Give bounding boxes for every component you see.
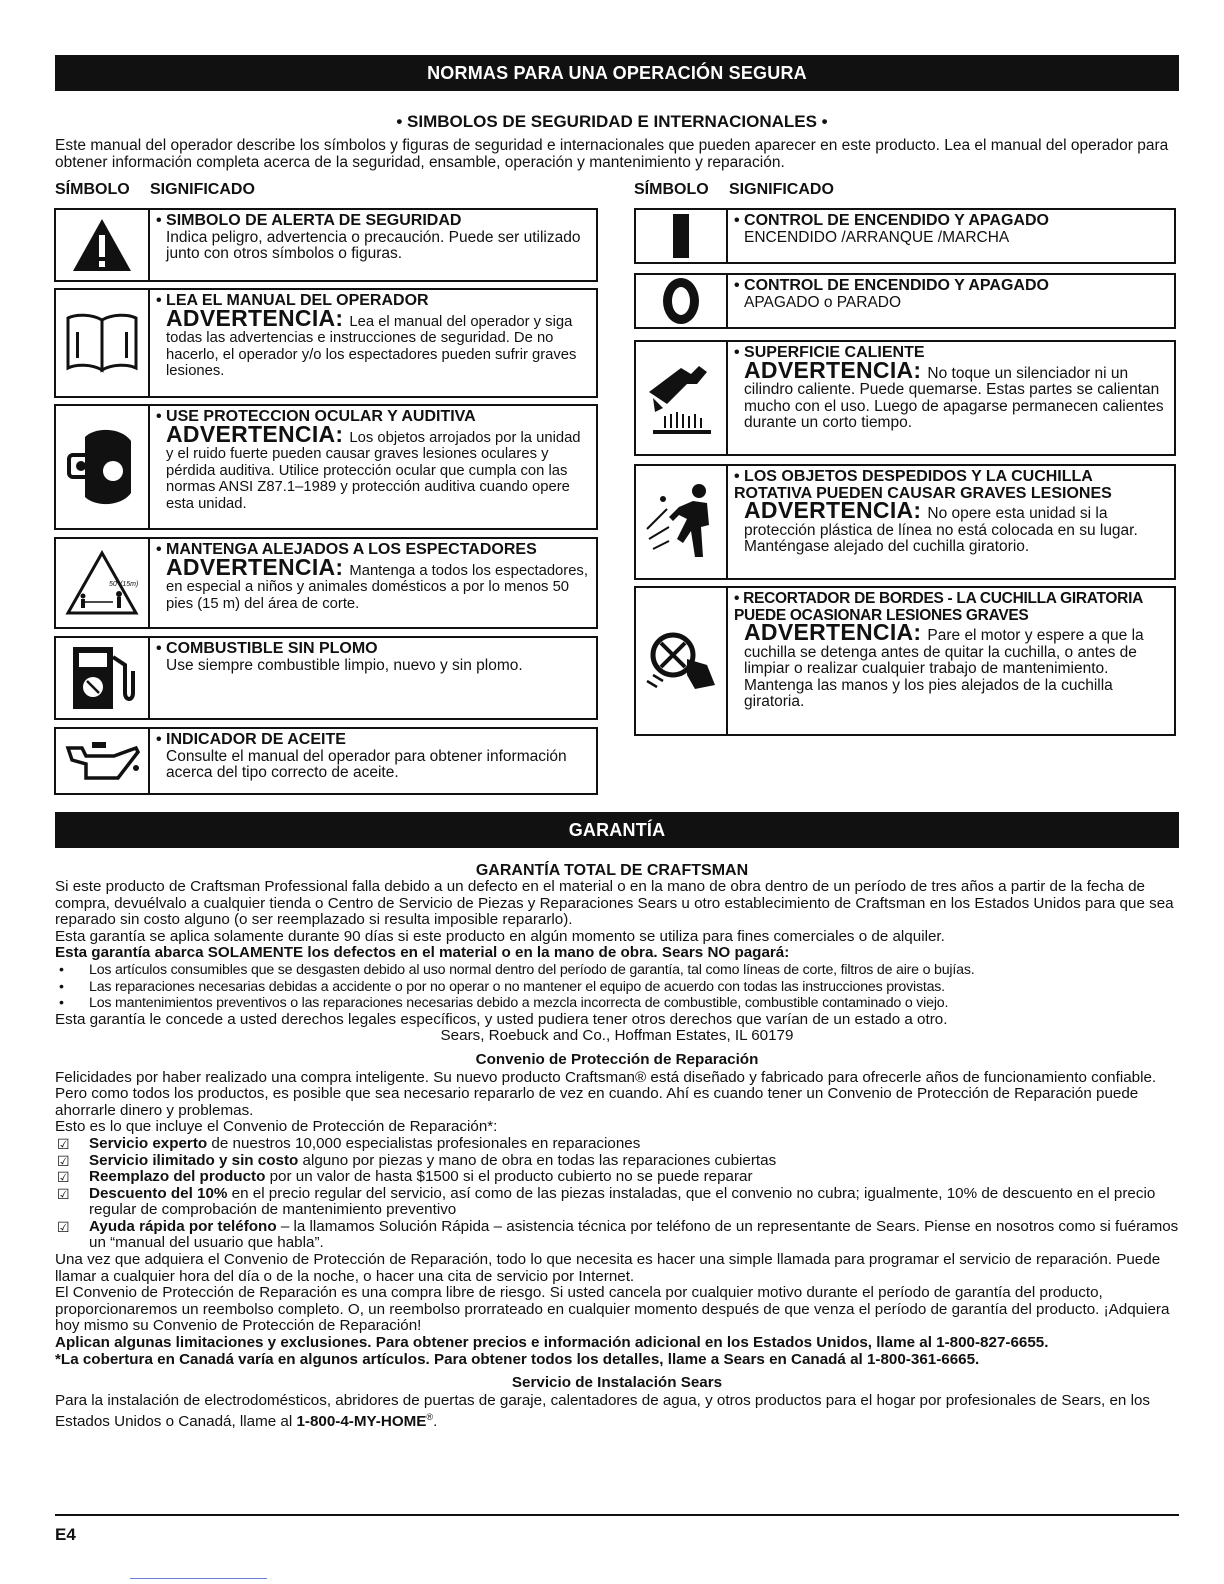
checkbox-icon: ☑ xyxy=(57,1185,70,1202)
symbol-row-power-on: • CONTROL DE ENCENDIDO Y APAGADO ENCENDIDO /ARRANQUE /MARCHA xyxy=(634,208,1176,264)
warranty-banner: GARANTÍA xyxy=(55,812,1179,848)
column-header-left: SÍMBOLO SIGNIFICADO xyxy=(55,181,255,198)
warranty-body xyxy=(55,879,1179,1431)
warranty-paragraph-4: Esta garantía le concede a usted derechos legales específicos, y usted pudiera tener otros derechos que varían de un estado a otro. xyxy=(55,1010,948,1028)
repair-protection-paragraph-1: Felicidades por haber realizado una compra inteligente. Su nuevo producto Craftsman® está diseñado y fabricado para ofrecerle años de funcionamiento confiable. Pero como todos los productos, es posible que sea necesario repararlo de vez en cuando. Ahí es cuando tener un Convenio de Protección de Reparación puede ahorrarle dinero y problemas. xyxy=(55,1068,1157,1119)
repair-protection-paragraph-3: Una vez que adquiera el Convenio de Protección de Reparación, todo lo que necesita es hacer una simple llamada para programar el servicio de reparación. Puede llamar a cualquier hora del día o de la noche, o hacer una cita de servicio por Internet. xyxy=(55,1251,1161,1285)
list-item: ☑ Servicio experto de nuestros 10,000 especialistas profesionales en reparaciones xyxy=(57,1134,641,1152)
installation-service-title: Servicio de Instalación Sears xyxy=(511,1374,723,1392)
symbol-row-keep-bystanders-away: 50' (15m) • MANTENGA ALEJADOS A LOS ESPECTADORES ADVERTENCIA: Mantenga a todos los espectadores, en especial a niños y animales domésticos a por lo menos 50 pies (15 m) del área de corte. xyxy=(54,537,598,629)
manual-book-icon xyxy=(56,290,150,396)
checkbox-icon: ☑ xyxy=(57,1218,70,1235)
repair-protection-paragraph-2: Esto es lo que incluye el Convenio de Protección de Reparación*: xyxy=(55,1118,498,1136)
list-item: • Los mantenimientos preventivos o las reparaciones necesarias debido a mezcla incorrecta de combustible, combustible contaminado o viejo. xyxy=(59,995,949,1012)
symbol-row-power-off: • CONTROL DE ENCENDIDO Y APAGADO APAGADO o PARADO xyxy=(634,273,1176,329)
power-off-icon xyxy=(636,275,728,327)
warning-triangle-icon xyxy=(56,210,150,280)
symbol-row-unleaded-fuel: • COMBUSTIBLE SIN PLOMO Use siempre combustible limpio, nuevo y sin plomo. xyxy=(54,636,598,720)
thrown-objects-icon xyxy=(636,466,728,578)
link-underline xyxy=(130,1578,267,1579)
repair-protection-title: Convenio de Protección de Reparación xyxy=(475,1050,759,1068)
repair-protection-paragraph-4: El Convenio de Protección de Reparación es una compra libre de riesgo. Si usted cancela por cualquier motivo durante el período de garantía del producto, proporcionaremos un reembolso completo. O, un reembolso prorrateado en cualquier momento después de que venza el período de garantía del producto. ¡Adquiera hoy mismo su Convenio de Protección de Reparación! xyxy=(55,1284,1170,1335)
symbol-row-hot-surface: • SUPERFICIE CALIENTE ADVERTENCIA: No toque un silenciador ni un cilindro caliente. Puede quemarse. Estas partes se calientan mucho con el uso. Luego de apagarse permanecen calientes durante un corto tiempo. xyxy=(634,340,1176,456)
installation-service-text: Para la instalación de electrodomésticos, abridores de puertas de garaje, calentadores de agua, y otros productos para el hogar por profesionales de Sears, en los Estados Unidos o Canadá, llame al 1-800-4-MY-HOME®. xyxy=(55,1391,1151,1431)
fuel-pump-icon xyxy=(56,638,150,718)
symbols-subtitle: • SIMBOLOS DE SEGURIDAD E INTERNACIONALES • xyxy=(396,112,828,131)
sears-address: Sears, Roebuck and Co., Hoffman Estates, IL 60179 xyxy=(440,1027,794,1045)
symbol-row-oil-indicator: • INDICADOR DE ACEITE Consulte el manual del operador para obtener información acerca del tipo correcto de aceite. xyxy=(54,727,598,795)
symbol-row-safety-alert: • SIMBOLO DE ALERTA DE SEGURIDAD Indica peligro, advertencia o precaución. Puede ser utilizado junto con otros símbolos o figuras. xyxy=(54,208,598,282)
repair-protection-us-contact: Aplican algunas limitaciones y exclusiones. Para obtener precios e información adicional en los Estados Unidos, llame al 1-800-827-6655. xyxy=(55,1334,1049,1352)
warranty-exclusions-heading: Esta garantía abarca SOLAMENTE los defectos en el material o en la mano de obra. Sears NO pagará: xyxy=(55,944,790,962)
svg-text:50' (15m): 50' (15m) xyxy=(109,581,139,588)
list-item: ☑ Ayuda rápida por teléfono – la llamamos Solución Rápida – asistencia técnica por teléfono de un representante de Sears. Piense en nosotros como si fuéramos un “manual del usuario que habla”. xyxy=(57,1217,1179,1252)
symbol-row-eye-ear-protection: • USE PROTECCION OCULAR Y AUDITIVA ADVERTENCIA: Los objetos arrojados por la unidad y el ruido fuerte pueden causar graves lesiones oculares y pérdida auditiva. Utilice protección ocular que cumpla con las normas ANSI Z87.1–1989 y protección auditiva cuando opere esta unidad. xyxy=(54,404,598,530)
list-item: ☑ Servicio ilimitado y sin costo alguno por piezas y mano de obra en todas las reparaciones cubiertas xyxy=(57,1151,777,1169)
safety-banner: NORMAS PARA UNA OPERACIÓN SEGURA xyxy=(55,55,1179,91)
keep-bystanders-away-icon xyxy=(56,539,150,627)
power-on-icon xyxy=(636,210,728,262)
list-item: • Las reparaciones necesarias debidas a accidente o por no operar o no mantener el equipo de acuerdo con todas las instrucciones provistas. xyxy=(59,978,945,995)
oil-can-icon xyxy=(56,729,150,793)
symbol-row-thrown-objects: • LOS OBJETOS DESPEDIDOS Y LA CUCHILLA ROTATIVA PUEDEN CAUSAR GRAVES LESIONES ADVERTENCIA: No opere esta unidad si la protección plástica de línea no está colocada en su lugar. Manténgase alejado del cuchilla giratorio. xyxy=(634,464,1176,580)
warranty-title: GARANTÍA TOTAL DE CRAFTSMAN xyxy=(475,862,749,879)
page-number: E4 xyxy=(55,1525,76,1544)
eye-ear-protection-icon xyxy=(56,406,150,528)
warranty-paragraph-2: Esta garantía se aplica solamente durante 90 días si este producto en algún momento se utiliza para fines comerciales o de alquiler. xyxy=(55,927,945,945)
repair-protection-canada-contact: *La cobertura en Canadá varía en algunos artículos. Para obtener todos los detalles, llame a Sears en Canadá al 1-800-361-6665. xyxy=(55,1350,980,1368)
symbol-row-rotating-blade: • RECORTADOR DE BORDES - LA CUCHILLA GIRATORIA PUEDE OCASIONAR LESIONES GRAVES ADVERTENCIA: Pare el motor y espere a que la cuchilla se detenga antes de quitar la cuchilla, o antes de limpiar o realizar cualquier trabajo de mantenimiento. Mantenga las manos y los pies alejados de la cuchilla giratoria. xyxy=(634,586,1176,736)
rotating-blade-icon xyxy=(636,588,728,734)
list-item: • Los artículos consumibles que se desgasten debido al uso normal dentro del período de garantía, tal como líneas de corte, filtros de aire o bujías. xyxy=(59,961,975,978)
checkbox-icon: ☑ xyxy=(57,1135,70,1152)
column-header-right: SÍMBOLO SIGNIFICADO xyxy=(634,181,834,198)
warranty-paragraph-1: Si este producto de Craftsman Professional falla debido a un defecto en el material o en la mano de obra dentro de un período de tres años a partir de la fecha de compra, devuélvalo a cualquier tienda o Centro de Servicio de Piezas y Reparaciones Sears u otro establecimiento de Craftsman en los Estados Unidos para que sea reparado sin costo alguno (o ser reemplazado si resulta imposible repararlo). xyxy=(55,878,1174,929)
checkbox-icon: ☑ xyxy=(57,1169,70,1186)
symbol-row-read-manual: • LEA EL MANUAL DEL OPERADOR ADVERTENCIA: Lea el manual del operador y siga todas las advertencias e instrucciones de seguridad. De no hacerlo, el operador y/o los espectadores pueden sufrir graves lesiones. xyxy=(54,288,598,398)
symbols-intro: Este manual del operador describe los símbolos y figuras de seguridad e internacionales que pueden aparecer en este producto. Lea el manual del operador para obtener información completa acerca de la seguridad, ensamble, operación y mantenimiento y reparación. xyxy=(55,137,1169,171)
list-item: ☑ Descuento del 10% en el precio regular del servicio, así como de las piezas instaladas, que el convenio no cubra; igualmente, 10% de descuento en el precio regular de comprobación de mantenimiento preventivo xyxy=(57,1184,1156,1219)
hot-surface-icon xyxy=(636,342,728,454)
footer-divider xyxy=(55,1514,1179,1516)
checkbox-icon: ☑ xyxy=(57,1152,70,1169)
list-item: ☑ Reemplazo del producto por un valor de hasta $1500 si el producto cubierto no se puede reparar xyxy=(57,1168,753,1186)
